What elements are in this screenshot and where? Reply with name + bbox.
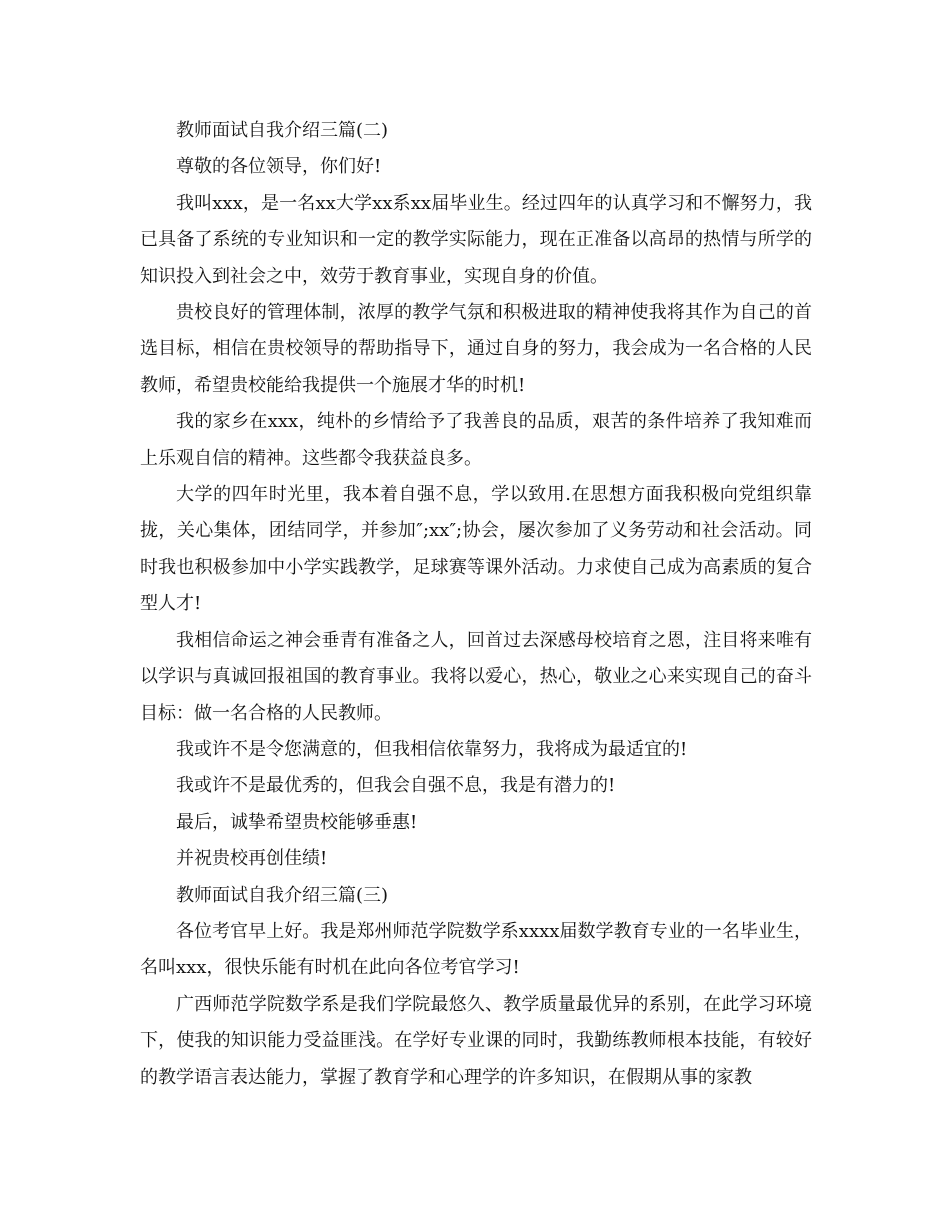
- paragraph: 大学的四年时光里，我本着自强不息，学以致用.在思想方面我积极向党组织靠拢，关心集体，团结同学，并参加″;xx″;协会，屡次参加了义务劳动和社会活动。同时我也积极参加中小学实践教学，足球赛等课外活动。力求使自己成为高素质的复合型人才!: [140, 484, 812, 615]
- paragraph: 并祝贵校再创佳绩!: [176, 848, 328, 870]
- section-heading-3: 教师面试自我介绍三篇(三): [176, 884, 389, 906]
- greeting: 尊敬的各位领导，你们好!: [176, 156, 382, 178]
- paragraph: 广西师范学院数学系是我们学院最悠久、教学质量最优异的系别，在此学习环境下，使我的知识能力受益匪浅。在学好专业课的同时，我勤练教师根本技能，有较好的教学语言表达能力，掌握了教育学和心理学的许多知识，在假期从事的家教: [140, 993, 812, 1088]
- paragraph: 各位考官早上好。我是郑州师范学院数学系xxxx届数学教育专业的一名毕业生，名叫xxx，很快乐能有时机在此向各位考官学习!: [140, 920, 812, 979]
- paragraph: 我或许不是最优秀的，但我会自强不息，我是有潜力的!: [176, 775, 616, 797]
- paragraph: 我叫xxx，是一名xx大学xx系xx届毕业生。经过四年的认真学习和不懈努力，我已具备了系统的专业知识和一定的教学实际能力，现在正准备以高昂的热情与所学的知识投入到社会之中，效劳于教育事业，实现自身的价值。: [140, 192, 812, 287]
- paragraph: 我相信命运之神会垂青有准备之人，回首过去深感母校培育之恩，注目将来唯有以学识与真诚回报祖国的教育事业。我将以爱心，热心，敬业之心来实现自己的奋斗目标：做一名合格的人民教师。: [140, 629, 812, 724]
- paragraph: 贵校良好的管理体制，浓厚的教学气氛和积极进取的精神使我将其作为自己的首选目标，相信在贵校领导的帮助指导下，通过自身的努力，我会成为一名合格的人民教师，希望贵校能给我提供一个施展才华的时机!: [140, 302, 812, 396]
- document-body: [140, 113, 812, 1096]
- paragraph: 我或许不是令您满意的，但我相信依靠努力，我将成为最适宜的!: [176, 738, 688, 760]
- section-heading-2: 教师面试自我介绍三篇(二): [176, 120, 389, 141]
- paragraph: 我的家乡在xxx，纯朴的乡情给予了我善良的品质，艰苦的条件培养了我知难而上乐观自信的精神。这些都令我获益良多。: [140, 411, 812, 469]
- paragraph: 最后，诚挚希望贵校能够垂惠!: [176, 811, 418, 833]
